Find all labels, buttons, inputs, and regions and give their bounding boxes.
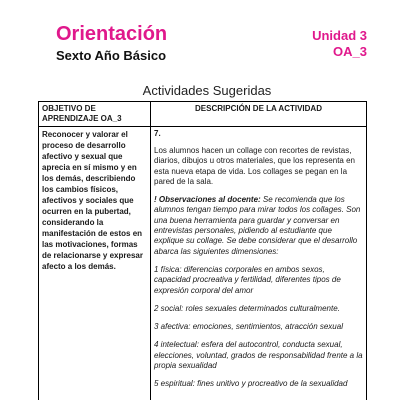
- subject-title: Orientación: [56, 23, 168, 45]
- table-row: [39, 127, 367, 400]
- header-right: [312, 28, 367, 60]
- oa-label: OA_3: [333, 44, 367, 59]
- observations-text: Se recomienda que los alumnos tengan tiempo para mirar todos los collages. Son una buena herramienta para guardar y conversar en entrevistas personales, pidiendo al estudiante que explique su collage. Se debe considerar que el desarrollo abarca las siguientes dimensiones:: [154, 195, 361, 256]
- grade-level: Sexto Año Básico: [56, 48, 167, 63]
- objective-cell: Reconocer y valorar el proceso de desarrollo afectivo y sexual que aprecia en sí mismo y en los demás, describiendo los cambios físicos, afectivos y sociales que ocurren en la pubertad, considerando la manifestación de estos en las motivaciones, formas de relacionarse y expresar afecto a los demás.: [39, 127, 151, 400]
- teacher-observations: [154, 195, 363, 257]
- objective-column-header: OBJETIVO DE APRENDIZAJE OA_3: [39, 102, 151, 127]
- section-title: Actividades Sugeridas: [142, 83, 272, 98]
- activity-text: Los alumnos hacen un collage con recortes de revistas, diarios, dibujos u otros materiales, que los representa en esta nueva etapa de vida. Los collages se pegan en la pared de la sala.: [154, 146, 355, 186]
- activity-table: [38, 101, 367, 400]
- dimension-item: 2 social: roles sexuales determinados culturalmente.: [154, 303, 340, 313]
- unit-label: Unidad 3: [312, 28, 367, 43]
- dimension-item: 5 espiritual: fines unitivo y procreativo de la sexualidad: [154, 379, 348, 389]
- description-cell: [151, 127, 367, 400]
- description-column-header: DESCRIPCIÓN DE LA ACTIVIDAD: [151, 102, 367, 127]
- table-header-row: [39, 102, 367, 127]
- activity-number: 7.: [154, 129, 161, 138]
- header-left: [56, 22, 167, 64]
- dimension-item: 4 intelectual: esfera del autocontrol, conducta sexual, elecciones, voluntad, grados de responsabilidad frente a la propia sexualidad: [154, 340, 363, 371]
- observations-label: ! Observaciones al docente:: [154, 195, 261, 205]
- dimension-item: 3 afectiva: emociones, sentimientos, atracción sexual: [154, 322, 343, 332]
- dimension-item: 1 física: diferencias corporales en ambos sexos, capacidad procreativa y fertilidad, diferentes tipos de expresión corporal del amor: [154, 264, 341, 295]
